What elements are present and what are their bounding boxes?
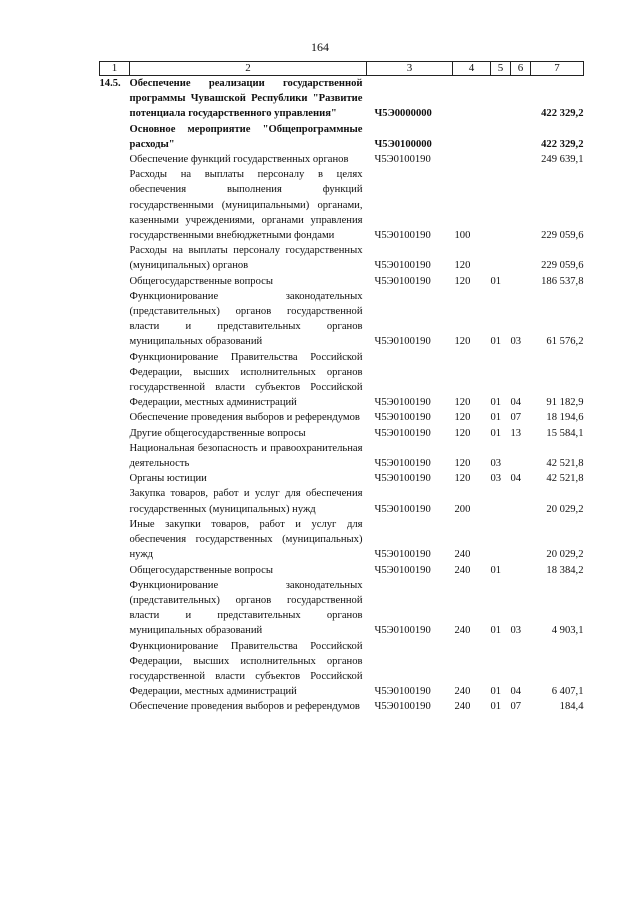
item-name-cell: Расходы на выплаты персоналу государственных (муниципальных) органов — [129, 245, 363, 272]
section-cell — [491, 152, 511, 167]
target-code-cell: Ч5Э0000000 — [374, 108, 432, 120]
row-number-cell — [100, 167, 130, 243]
item-name-cell: Функционирование законодательных (представительных) органов государственной власти и представительных органов муниципальных образований — [129, 290, 363, 348]
expense-type-cell: 120 — [454, 336, 471, 348]
expense-type-cell: 120 — [454, 397, 471, 409]
table-row — [100, 639, 584, 700]
row-number-cell — [100, 243, 130, 273]
column-number: 2 — [130, 62, 367, 76]
column-number: 3 — [367, 62, 453, 76]
subsection-cell — [511, 486, 531, 516]
section-cell — [491, 122, 511, 152]
item-name-cell: Расходы на выплаты персоналу в целях обеспечения выполнения функций государственными (муниципальными) органами, казенными учреждениями, органами управления государственными внебюджетными фондами — [129, 169, 363, 242]
subsection-cell — [511, 563, 531, 578]
row-number-cell — [100, 471, 130, 486]
expense-type-cell: 120 — [454, 458, 471, 470]
amount-cell: 61 576,2 — [546, 336, 584, 348]
column-number: 4 — [453, 62, 491, 76]
expense-type-cell: 120 — [454, 260, 471, 272]
table-row — [100, 410, 584, 425]
column-number: 5 — [491, 62, 511, 76]
section-cell: 03 — [490, 458, 502, 470]
table-row — [100, 274, 584, 289]
amount-cell: 184,4 — [559, 701, 584, 713]
amount-cell: 42 521,8 — [546, 473, 584, 485]
row-number-cell — [100, 699, 130, 714]
subsection-cell: 07 — [510, 701, 522, 713]
amount-cell: 229 059,6 — [541, 260, 584, 272]
amount-cell: 15 584,1 — [546, 427, 584, 439]
subsection-cell — [511, 122, 531, 152]
item-name-cell: Общегосударственные вопросы — [129, 564, 273, 576]
table-row — [100, 122, 584, 152]
page-number: 164 — [311, 40, 329, 54]
amount-cell: 4 903,1 — [551, 625, 584, 637]
table-row — [100, 578, 584, 639]
item-name-cell: Обеспечение проведения выборов и референдумов — [129, 701, 360, 713]
subsection-cell — [511, 167, 531, 243]
row-number-cell — [100, 563, 130, 578]
item-name-cell: Функционирование Правительства Российской Федерации, высших исполнительных органов государственной власти субъектов Российской Федерации, местных администраций — [129, 640, 363, 698]
item-name-cell: Общегосударственные вопросы — [129, 275, 273, 287]
section-cell — [491, 76, 511, 122]
row-number-cell — [100, 152, 130, 167]
item-name-cell: Функционирование законодательных (представительных) органов государственной власти и представительных органов муниципальных образований — [129, 579, 363, 637]
row-number-cell: 14.5. — [99, 78, 121, 89]
section-cell — [491, 517, 511, 563]
subsection-cell: 03 — [510, 336, 522, 348]
table-row — [100, 563, 584, 578]
table-row — [100, 350, 584, 411]
target-code-cell: Ч5Э0100190 — [374, 564, 431, 576]
section-cell: 01 — [490, 625, 502, 637]
target-code-cell: Ч5Э0100190 — [374, 473, 431, 485]
expense-type-cell: 120 — [454, 275, 471, 287]
subsection-cell — [511, 243, 531, 273]
expense-type-cell: 120 — [454, 427, 471, 439]
table-row — [100, 471, 584, 486]
amount-cell: 20 029,2 — [546, 503, 584, 515]
subsection-cell — [511, 76, 531, 122]
amount-cell: 422 329,2 — [541, 108, 584, 120]
item-name-cell: Иные закупки товаров, работ и услуг для обеспечения государственных (муниципальных) нужд — [129, 518, 363, 561]
row-number-cell — [100, 639, 130, 700]
expense-type-cell: 240 — [454, 564, 471, 576]
section-cell: 01 — [490, 397, 502, 409]
expense-type-cell: 240 — [454, 701, 471, 713]
target-code-cell: Ч5Э0100190 — [374, 427, 431, 439]
expense-type-cell: 200 — [454, 503, 471, 515]
section-cell: 01 — [490, 412, 502, 424]
target-code-cell: Ч5Э0100190 — [374, 625, 431, 637]
amount-cell: 186 537,8 — [541, 275, 584, 287]
amount-cell: 20 029,2 — [546, 549, 584, 561]
row-number-cell — [100, 426, 130, 441]
target-code-cell: Ч5Э0100190 — [374, 701, 431, 713]
row-number-cell — [100, 289, 130, 350]
target-code-cell: Ч5Э0100000 — [374, 138, 432, 150]
amount-cell: 42 521,8 — [546, 458, 584, 470]
section-cell — [491, 167, 511, 243]
section-cell: 01 — [490, 275, 502, 287]
section-cell — [491, 243, 511, 273]
expense-type-cell: 240 — [454, 686, 471, 698]
subsection-cell — [511, 152, 531, 167]
expense-type-cell: 240 — [454, 549, 471, 561]
subsection-cell — [511, 274, 531, 289]
row-number-cell — [100, 578, 130, 639]
column-number: 6 — [511, 62, 531, 76]
item-name-cell: Функционирование Правительства Российской Федерации, высших исполнительных органов государственной власти субъектов Российской Федерации, местных администраций — [129, 351, 363, 409]
column-number: 1 — [100, 62, 130, 76]
target-code-cell: Ч5Э0100190 — [374, 397, 431, 409]
item-name-cell: Другие общегосударственные вопросы — [129, 427, 306, 439]
item-name-cell: Обеспечение функций государственных органов — [129, 154, 349, 166]
section-cell: 01 — [490, 701, 502, 713]
subsection-cell — [511, 441, 531, 471]
item-name-cell: Органы юстиции — [129, 473, 207, 485]
column-number-header-row — [100, 62, 584, 76]
target-code-cell: Ч5Э0100190 — [374, 336, 431, 348]
subsection-cell: 04 — [510, 397, 522, 409]
section-cell: 01 — [490, 564, 502, 576]
column-number: 7 — [531, 62, 584, 76]
target-code-cell: Ч5Э0100190 — [374, 275, 431, 287]
table-row — [100, 167, 584, 243]
item-name-cell: Обеспечение реализации государственной программы Чувашской Республики "Развитие потенциала государственного управления" — [129, 78, 363, 120]
table-row — [100, 441, 584, 471]
section-cell: 03 — [490, 473, 502, 485]
target-code-cell: Ч5Э0100190 — [374, 503, 431, 515]
row-number-cell — [100, 350, 130, 411]
item-name-cell: Обеспечение проведения выборов и референдумов — [129, 412, 360, 424]
expense-type-cell — [453, 76, 491, 122]
target-code-cell: Ч5Э0100190 — [374, 412, 431, 424]
row-number-cell — [100, 274, 130, 289]
section-cell — [491, 486, 511, 516]
subsection-cell: 04 — [510, 686, 522, 698]
target-code-cell: Ч5Э0100190 — [374, 686, 431, 698]
amount-cell: 18 194,6 — [546, 412, 584, 424]
target-code-cell: Ч5Э0100190 — [374, 154, 431, 166]
row-number-cell — [100, 517, 130, 563]
expense-type-cell — [453, 122, 491, 152]
target-code-cell: Ч5Э0100190 — [374, 230, 431, 242]
row-number-cell — [100, 441, 130, 471]
table-row — [100, 426, 584, 441]
subsection-cell — [511, 517, 531, 563]
table-row — [100, 289, 584, 350]
row-number-cell — [100, 410, 130, 425]
expense-type-cell: 100 — [454, 230, 471, 242]
item-name-cell: Национальная безопасность и правоохранительная деятельность — [129, 442, 363, 470]
subsection-cell: 03 — [510, 625, 522, 637]
amount-cell: 422 329,2 — [541, 138, 584, 150]
expense-type-cell: 120 — [454, 412, 471, 424]
expense-type-cell: 240 — [454, 625, 471, 637]
amount-cell: 6 407,1 — [551, 686, 584, 698]
expense-type-cell: 120 — [454, 473, 471, 485]
budget-table — [99, 61, 584, 715]
section-cell: 01 — [490, 336, 502, 348]
amount-cell: 249 639,1 — [541, 154, 584, 166]
table-row — [100, 152, 584, 167]
table-row — [100, 243, 584, 273]
table-row — [100, 517, 584, 563]
amount-cell: 91 182,9 — [546, 397, 584, 409]
table-row — [100, 76, 584, 122]
amount-cell: 18 384,2 — [546, 564, 584, 576]
subsection-cell: 07 — [510, 412, 522, 424]
section-cell: 01 — [490, 427, 502, 439]
target-code-cell: Ч5Э0100190 — [374, 260, 431, 272]
row-number-cell — [100, 486, 130, 516]
target-code-cell: Ч5Э0100190 — [374, 549, 431, 561]
target-code-cell: Ч5Э0100190 — [374, 458, 431, 470]
amount-cell: 229 059,6 — [541, 230, 584, 242]
expense-type-cell — [453, 152, 491, 167]
section-cell: 01 — [490, 686, 502, 698]
subsection-cell: 13 — [510, 427, 522, 439]
item-name-cell: Основное мероприятие "Общепрограммные расходы" — [129, 123, 363, 150]
subsection-cell: 04 — [510, 473, 522, 485]
row-number-cell — [100, 122, 130, 152]
table-row — [100, 486, 584, 516]
table-row — [100, 699, 584, 714]
item-name-cell: Закупка товаров, работ и услуг для обеспечения государственных (муниципальных) нужд — [129, 488, 363, 515]
